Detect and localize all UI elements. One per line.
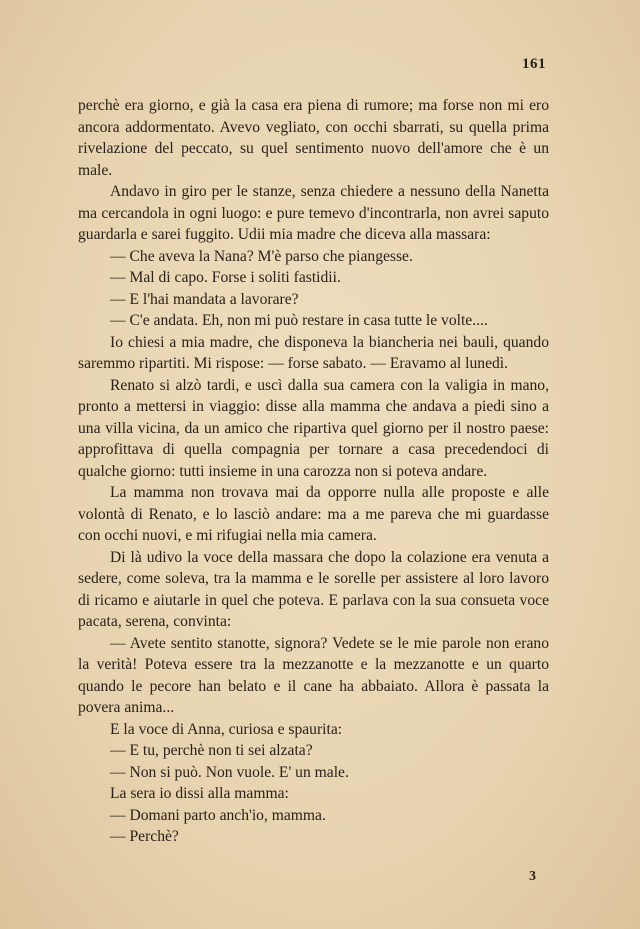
paragraph: Andavo in giro per le stanze, senza chiedere a nessuno della Nanetta ma cercandola in ogni luogo: e pure temevo d'incontrarla, non avrei saputo guardarla e sarei fuggito. Udii mia madre che diceva alla massara: <box>78 183 549 243</box>
paragraph: — Che aveva la Nana? M'è parso che piangesse. <box>110 247 413 265</box>
page-number: 161 <box>522 56 546 72</box>
paragraph: La mamma non trovava mai da opporre nulla alle proposte e alle volontà di Renato, e lo lasciò andare: ma a me pareva che mi guardasse con occhi nuovi, e mi rifugiai nella mia camera. <box>78 484 549 544</box>
paragraph: — Domani parto anch'io, mamma. <box>110 806 326 824</box>
body-text <box>78 95 549 848</box>
signature-mark: 3 <box>529 869 536 884</box>
paragraph: — E l'hai mandata a lavorare? <box>110 290 299 308</box>
paragraph: perchè era giorno, e già la casa era piena di rumore; ma forse non mi ero ancora addormentato. Avevo vegliato, con occhi sbarrati, su quella prima rivelazione del peccato, su quel sentimento nuovo dell'amore che è un male. <box>78 97 549 179</box>
paragraph: La sera io dissi alla mamma: <box>110 785 289 802</box>
paragraph: — Perchè? <box>110 828 179 845</box>
paragraph: — C'e andata. Eh, non mi può restare in casa tutte le volte.... <box>110 312 488 329</box>
paragraph: — Non si può. Non vuole. E' un male. <box>110 763 349 781</box>
paragraph: Renato si alzò tardi, e uscì dalla sua camera con la valigia in mano, pronto a mettersi in viaggio: disse alla mamma che andava a piedi sino a una villa vicina, da un amico che ripartiva quel giorno per il nostro paese: approfittava di quella compagnia per tornare a casa precedendoci di qualche giorno: tutti insieme in una carozza non si poteva andare. <box>78 376 549 480</box>
paragraph: — E tu, perchè non ti sei alzata? <box>110 742 313 759</box>
paragraph: E la voce di Anna, curiosa e spaurita: <box>110 720 343 738</box>
paragraph: — Mal di capo. Forse i soliti fastidii. <box>110 269 341 286</box>
paragraph: Di là udivo la voce della massara che dopo la colazione era venuta a sedere, come soleva, tra la mamma e le sorelle per assistere al loro lavoro di ricamo e aiutarle in quel che poteva. E parlava con la sua consueta voce pacata, serena, convinta: <box>78 548 549 630</box>
paragraph: — Avete sentito stanotte, signora? Vedete se le mie parole non erano la verità! Poteva essere tra la mezzanotte e la mezzanotte e un quarto quando le pecore han belato e il cane ha abbaiato. Allora è passata la povera anima... <box>78 634 549 716</box>
paragraph: Io chiesi a mia madre, che disponeva la biancheria nei bauli, quando saremmo ripartiti. Mi rispose: — forse sabato. — Eravamo al lunedì. <box>78 333 549 372</box>
